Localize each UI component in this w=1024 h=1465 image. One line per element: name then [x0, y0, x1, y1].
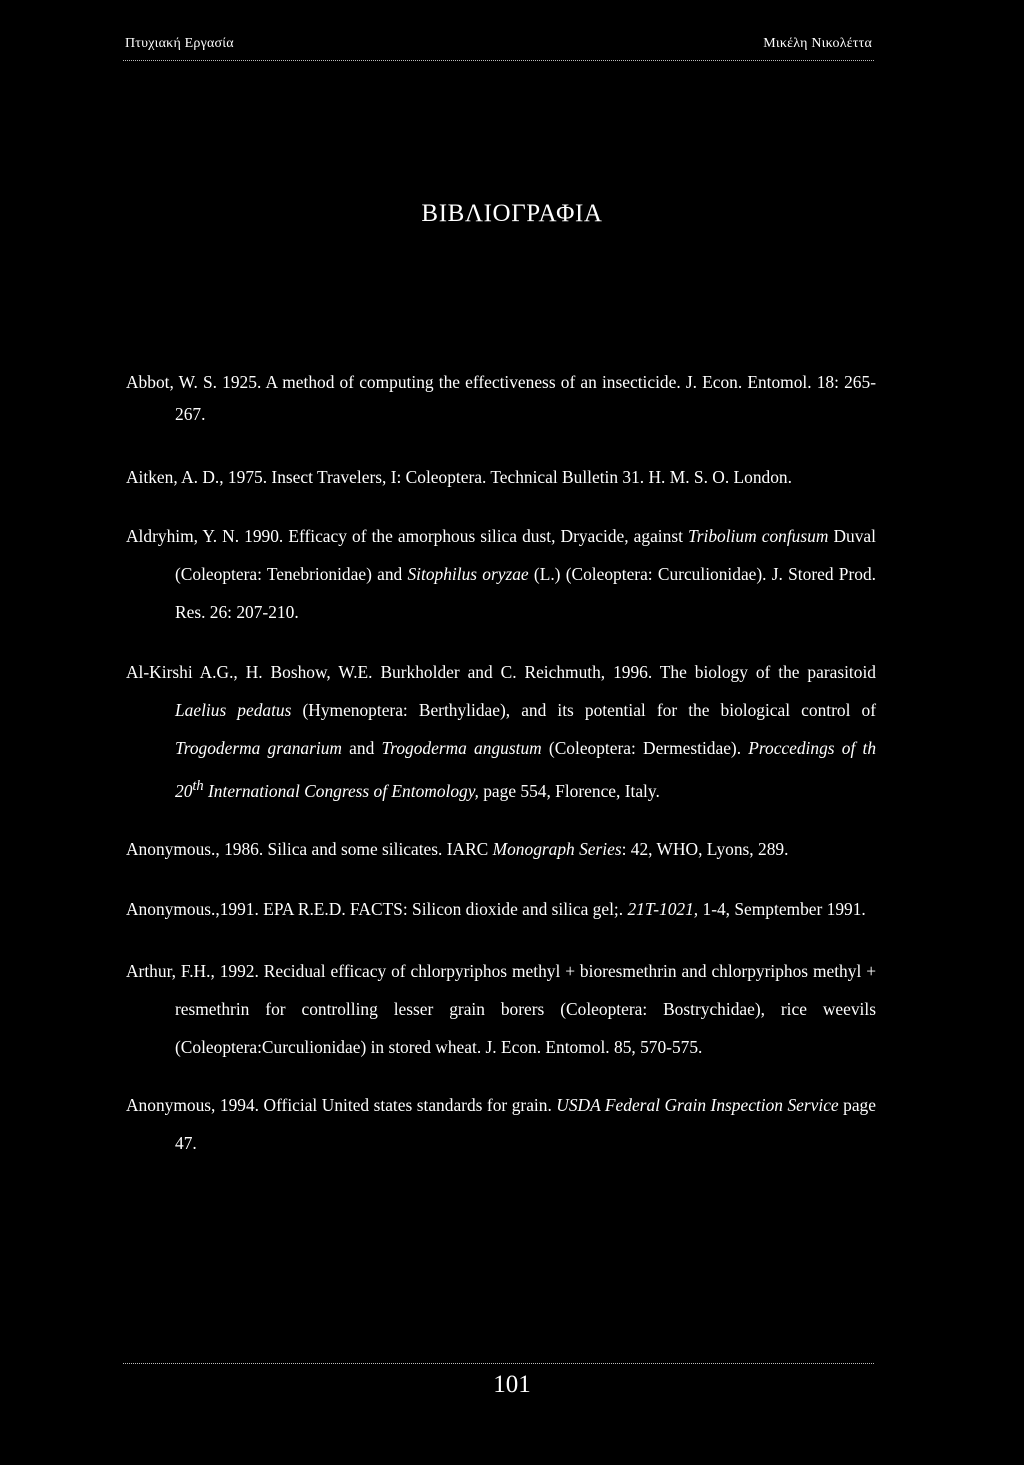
reference-item — [126, 830, 876, 868]
reference-item — [126, 890, 876, 928]
reference-text: Aitken, A. D., 1975. Insect Travelers, I: Coleoptera. Technical Bulletin 31. H. M. S. O. London. — [126, 467, 792, 487]
reference-item — [126, 517, 876, 631]
reference-text: 1-4, Semptember 1991. — [698, 898, 866, 919]
reference-italic-text: Laelius pedatus — [175, 700, 292, 720]
reference-text: (Hymenoptera: Berthylidae), and its potential for the biological control of — [291, 700, 876, 720]
reference-italic-text: USDA Federal Grain Inspection Service — [556, 1094, 839, 1115]
running-header-right: Μικέλη Νικολέττα — [763, 36, 872, 51]
reference-text: Anonymous.,1991. EPA R.E.D. FACTS: Silicon dioxide and silica gel;. — [126, 898, 628, 919]
reference-italic-text: Tribolium confusum — [688, 526, 829, 546]
page-number: 101 — [493, 1371, 531, 1398]
reference-italic-text: Proccedings of th 20 — [175, 738, 877, 801]
reference-italic-text: Monograph Series — [492, 838, 622, 859]
reference-item — [126, 461, 876, 493]
reference-item — [126, 653, 876, 810]
reference-text: Abbot, W. S. 1925. A method of computing the effectiveness of an insecticide. J. Econ. Entomol. 18: 265-267. — [126, 372, 876, 424]
footer-divider — [123, 1363, 874, 1364]
reference-text: page 47. — [175, 1094, 876, 1153]
reference-text: : 42, WHO, Lyons, 289. — [621, 838, 789, 859]
reference-item — [126, 952, 876, 1066]
reference-italic-text: International Congress of Entomology, — [203, 780, 479, 801]
reference-italic-text: 21T-1021, — [627, 898, 699, 919]
reference-text: page 554, Florence, Italy. — [478, 780, 660, 801]
reference-list — [126, 366, 876, 1162]
reference-superscript: th — [192, 778, 204, 794]
reference-text: and — [341, 738, 382, 758]
reference-text: Anonymous., 1986. Silica and some silicates. IARC — [126, 838, 493, 859]
reference-text: (Coleoptera: Dermestidae). — [541, 738, 749, 758]
running-header-left: Πτυχιακή Εργασία — [125, 36, 234, 51]
header-divider — [123, 60, 874, 61]
reference-italic-text: Sitophilus oryzae — [407, 564, 529, 584]
reference-text: Anonymous, 1994. Official United states standards for grain. — [126, 1094, 557, 1115]
reference-item — [126, 366, 876, 430]
reference-text: Arthur, F.H., 1992. Recidual efficacy of chlorpyriphos methyl + bioresmethrin and chlorpyriphos methyl + resmethrin for controlling lesser grain borers (Coleoptera: Bostrychidae), rice weevils (Coleoptera:Curculionidae) in stored wheat. J. Econ. Entomol. 85, 570-575. — [126, 960, 876, 1057]
reference-italic-text: Trogoderma angustum — [381, 738, 542, 758]
reference-italic-text: Trogoderma granarium — [175, 738, 342, 758]
page-title: ΒΙΒΛΙΟΓΡΑΦΙΑ — [421, 200, 603, 227]
reference-text: Aldryhim, Y. N. 1990. Efficacy of the amorphous silica dust, Dryacide, against — [126, 526, 689, 546]
reference-text: Al-Kirshi A.G., H. Boshow, W.E. Burkholder and C. Reichmuth, 1996. The biology of the parasitoid — [126, 662, 876, 682]
reference-text: Duval (Coleoptera: Tenebrionidae) and — [175, 526, 876, 584]
reference-item — [126, 1086, 876, 1162]
reference-text: (L.) (Coleoptera: Curculionidae). J. Stored Prod. Res. 26: 207-210. — [175, 564, 876, 622]
